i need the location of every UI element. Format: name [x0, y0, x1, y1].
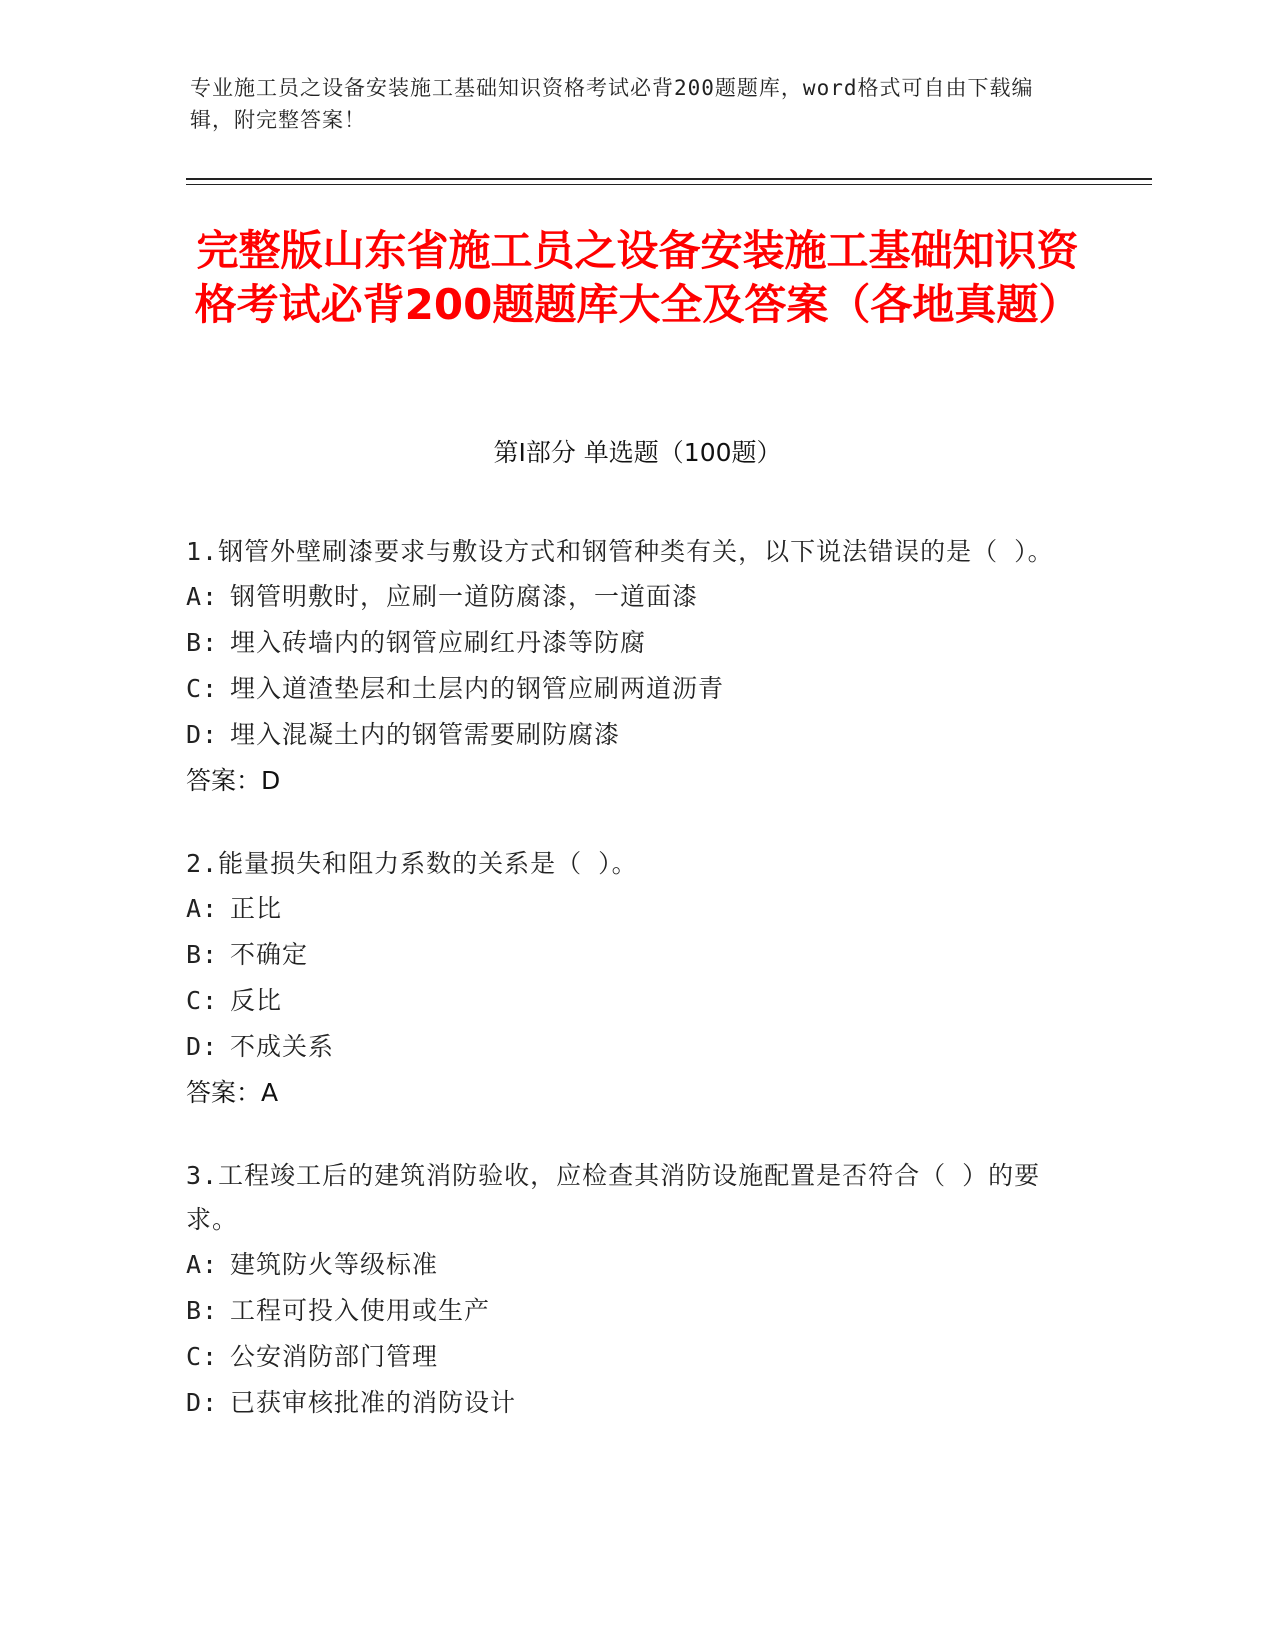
document-title: 完整版山东省施工员之设备安装施工基础知识资格考试必背200题题库大全及答案（各地真题） — [194, 226, 1081, 329]
option-letter: C: — [186, 986, 219, 1015]
header-divider-thick — [186, 178, 1152, 180]
option-text: 不成关系 — [230, 1032, 335, 1061]
option-a — [186, 886, 1066, 932]
section-title: 第Ⅰ部分 单选题（100题） — [493, 438, 782, 467]
option-text: 埋入混凝土内的钢管需要刷防腐漆 — [230, 720, 621, 749]
option-b — [186, 1288, 1066, 1334]
option-d — [186, 1024, 1066, 1070]
option-c — [186, 978, 1066, 1024]
option-letter: B: — [186, 1296, 219, 1325]
question-stem: 3.工程竣工后的建筑消防验收，应检查其消防设施配置是否符合（ ）的要求。 — [186, 1161, 1041, 1234]
option-c — [186, 1334, 1066, 1380]
answer-line: 答案：D — [186, 766, 281, 795]
header-note: 专业施工员之设备安装施工基础知识资格考试必背200题题库，word格式可自由下载编辑，附完整答案！ — [190, 76, 1034, 132]
option-d — [186, 712, 1066, 758]
question-stem: 1.钢管外壁刷漆要求与敷设方式和钢管种类有关，以下说法错误的是（ ）。 — [186, 537, 1054, 566]
option-b — [186, 620, 1066, 666]
option-text: 公安消防部门管理 — [230, 1342, 439, 1371]
option-a — [186, 574, 1066, 620]
option-c — [186, 666, 1066, 712]
option-text: 工程可投入使用或生产 — [230, 1296, 491, 1325]
option-text: 已获审核批准的消防设计 — [230, 1388, 517, 1417]
option-letter: C: — [186, 674, 219, 703]
question-2 — [186, 842, 1066, 1116]
header-divider-thin — [186, 184, 1152, 185]
option-a — [186, 1242, 1066, 1288]
option-text: 正比 — [230, 894, 283, 923]
option-letter: A: — [186, 894, 219, 923]
option-letter: B: — [186, 940, 219, 969]
question-stem: 2.能量损失和阻力系数的关系是（ ）。 — [186, 849, 638, 878]
option-text: 建筑防火等级标准 — [230, 1250, 439, 1279]
option-text: 不确定 — [230, 940, 309, 969]
option-letter: A: — [186, 582, 219, 611]
question-list — [186, 530, 1066, 1464]
option-d — [186, 1380, 1066, 1426]
option-letter: D: — [186, 1388, 219, 1417]
option-text: 反比 — [230, 986, 283, 1015]
option-letter: D: — [186, 720, 219, 749]
option-letter: A: — [186, 1250, 219, 1279]
question-1 — [186, 530, 1066, 804]
option-text: 埋入道渣垫层和土层内的钢管应刷两道沥青 — [230, 674, 725, 703]
option-text: 埋入砖墙内的钢管应刷红丹漆等防腐 — [230, 628, 647, 657]
option-letter: D: — [186, 1032, 219, 1061]
option-b — [186, 932, 1066, 978]
option-text: 钢管明敷时，应刷一道防腐漆，一道面漆 — [230, 582, 699, 611]
question-3 — [186, 1154, 1066, 1426]
option-letter: B: — [186, 628, 219, 657]
option-letter: C: — [186, 1342, 219, 1371]
answer-line: 答案：A — [186, 1078, 279, 1107]
